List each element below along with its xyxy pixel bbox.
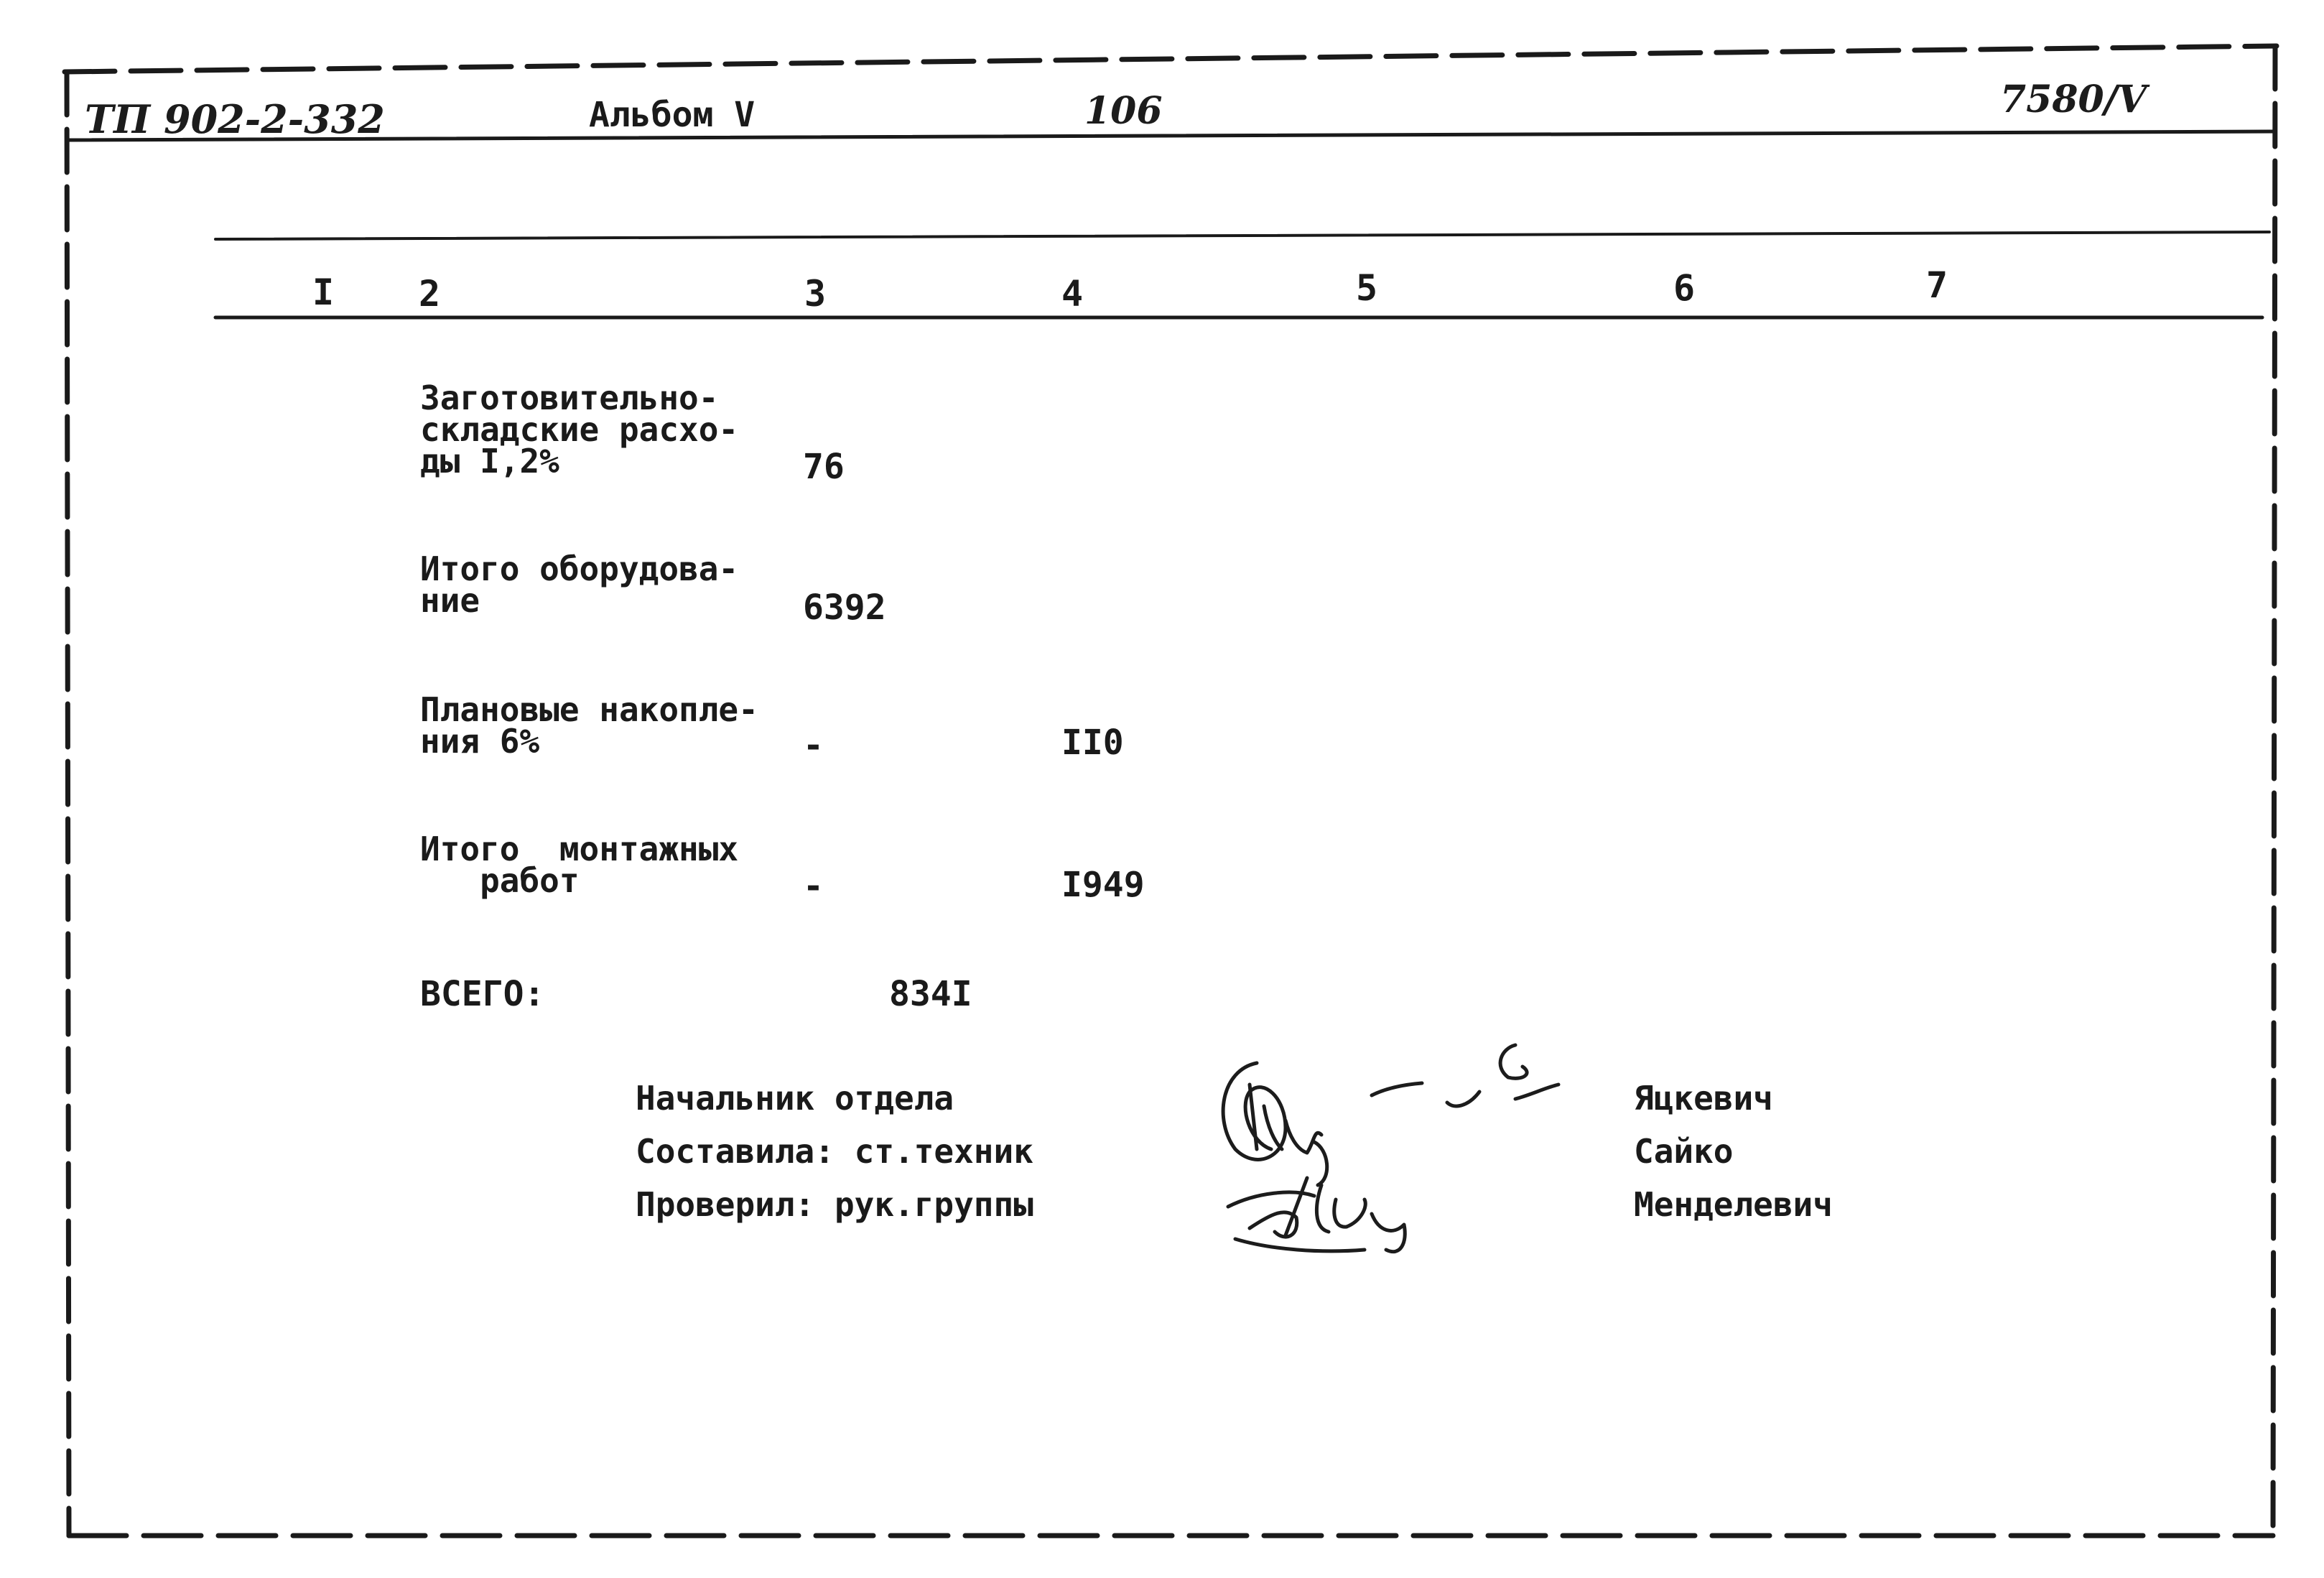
registration-number: 7580/V [2000, 78, 2147, 121]
column-header-5: 5 [1356, 267, 1378, 309]
page-number: 106 [1084, 89, 1163, 133]
column-header-3: 3 [804, 273, 827, 315]
total-value: 834I [889, 974, 972, 1014]
column-header-1: I [312, 271, 335, 313]
column-header-4: 4 [1061, 273, 1084, 315]
role-compiled-by: Составила: ст.техник [636, 1132, 1033, 1171]
signature-roles [636, 1072, 1033, 1231]
project-code: ТП 902-2-332 [85, 96, 385, 142]
table-cell-col4: II0 [1061, 723, 1124, 763]
column-header-6: 6 [1673, 267, 1696, 309]
table-row-label: Заготовительно- складские расхо- ды I,2% [420, 379, 739, 481]
table-row-label: Итого оборудова- ние [420, 549, 739, 620]
name-head-of-department: Яцкевич [1634, 1079, 1773, 1118]
column-header-7: 7 [1926, 264, 1948, 306]
table-cell-col3: - [803, 866, 824, 906]
table-row-label: Итого монтажных работ [420, 830, 739, 900]
album-label: Альбом V [589, 95, 756, 135]
table-cell-col4: I949 [1061, 865, 1145, 905]
name-compiled-by: Сайко [1634, 1132, 1734, 1171]
total-label: ВСЕГО: [420, 974, 545, 1014]
column-header-2: 2 [419, 273, 441, 315]
role-checked-by: Проверил: рук.группы [636, 1185, 1033, 1224]
name-checked-by: Менделевич [1634, 1185, 1833, 1224]
table-row-label: Плановые накопле- ния 6% [420, 690, 758, 761]
table-cell-col3: - [803, 725, 824, 766]
table-cell-col3: 76 [803, 447, 845, 487]
handwritten-signatures [1207, 1034, 1609, 1264]
signature-names [1634, 1072, 1833, 1231]
table-cell-col3: 6392 [803, 588, 886, 628]
role-head-of-department: Начальник отдела [636, 1079, 954, 1118]
